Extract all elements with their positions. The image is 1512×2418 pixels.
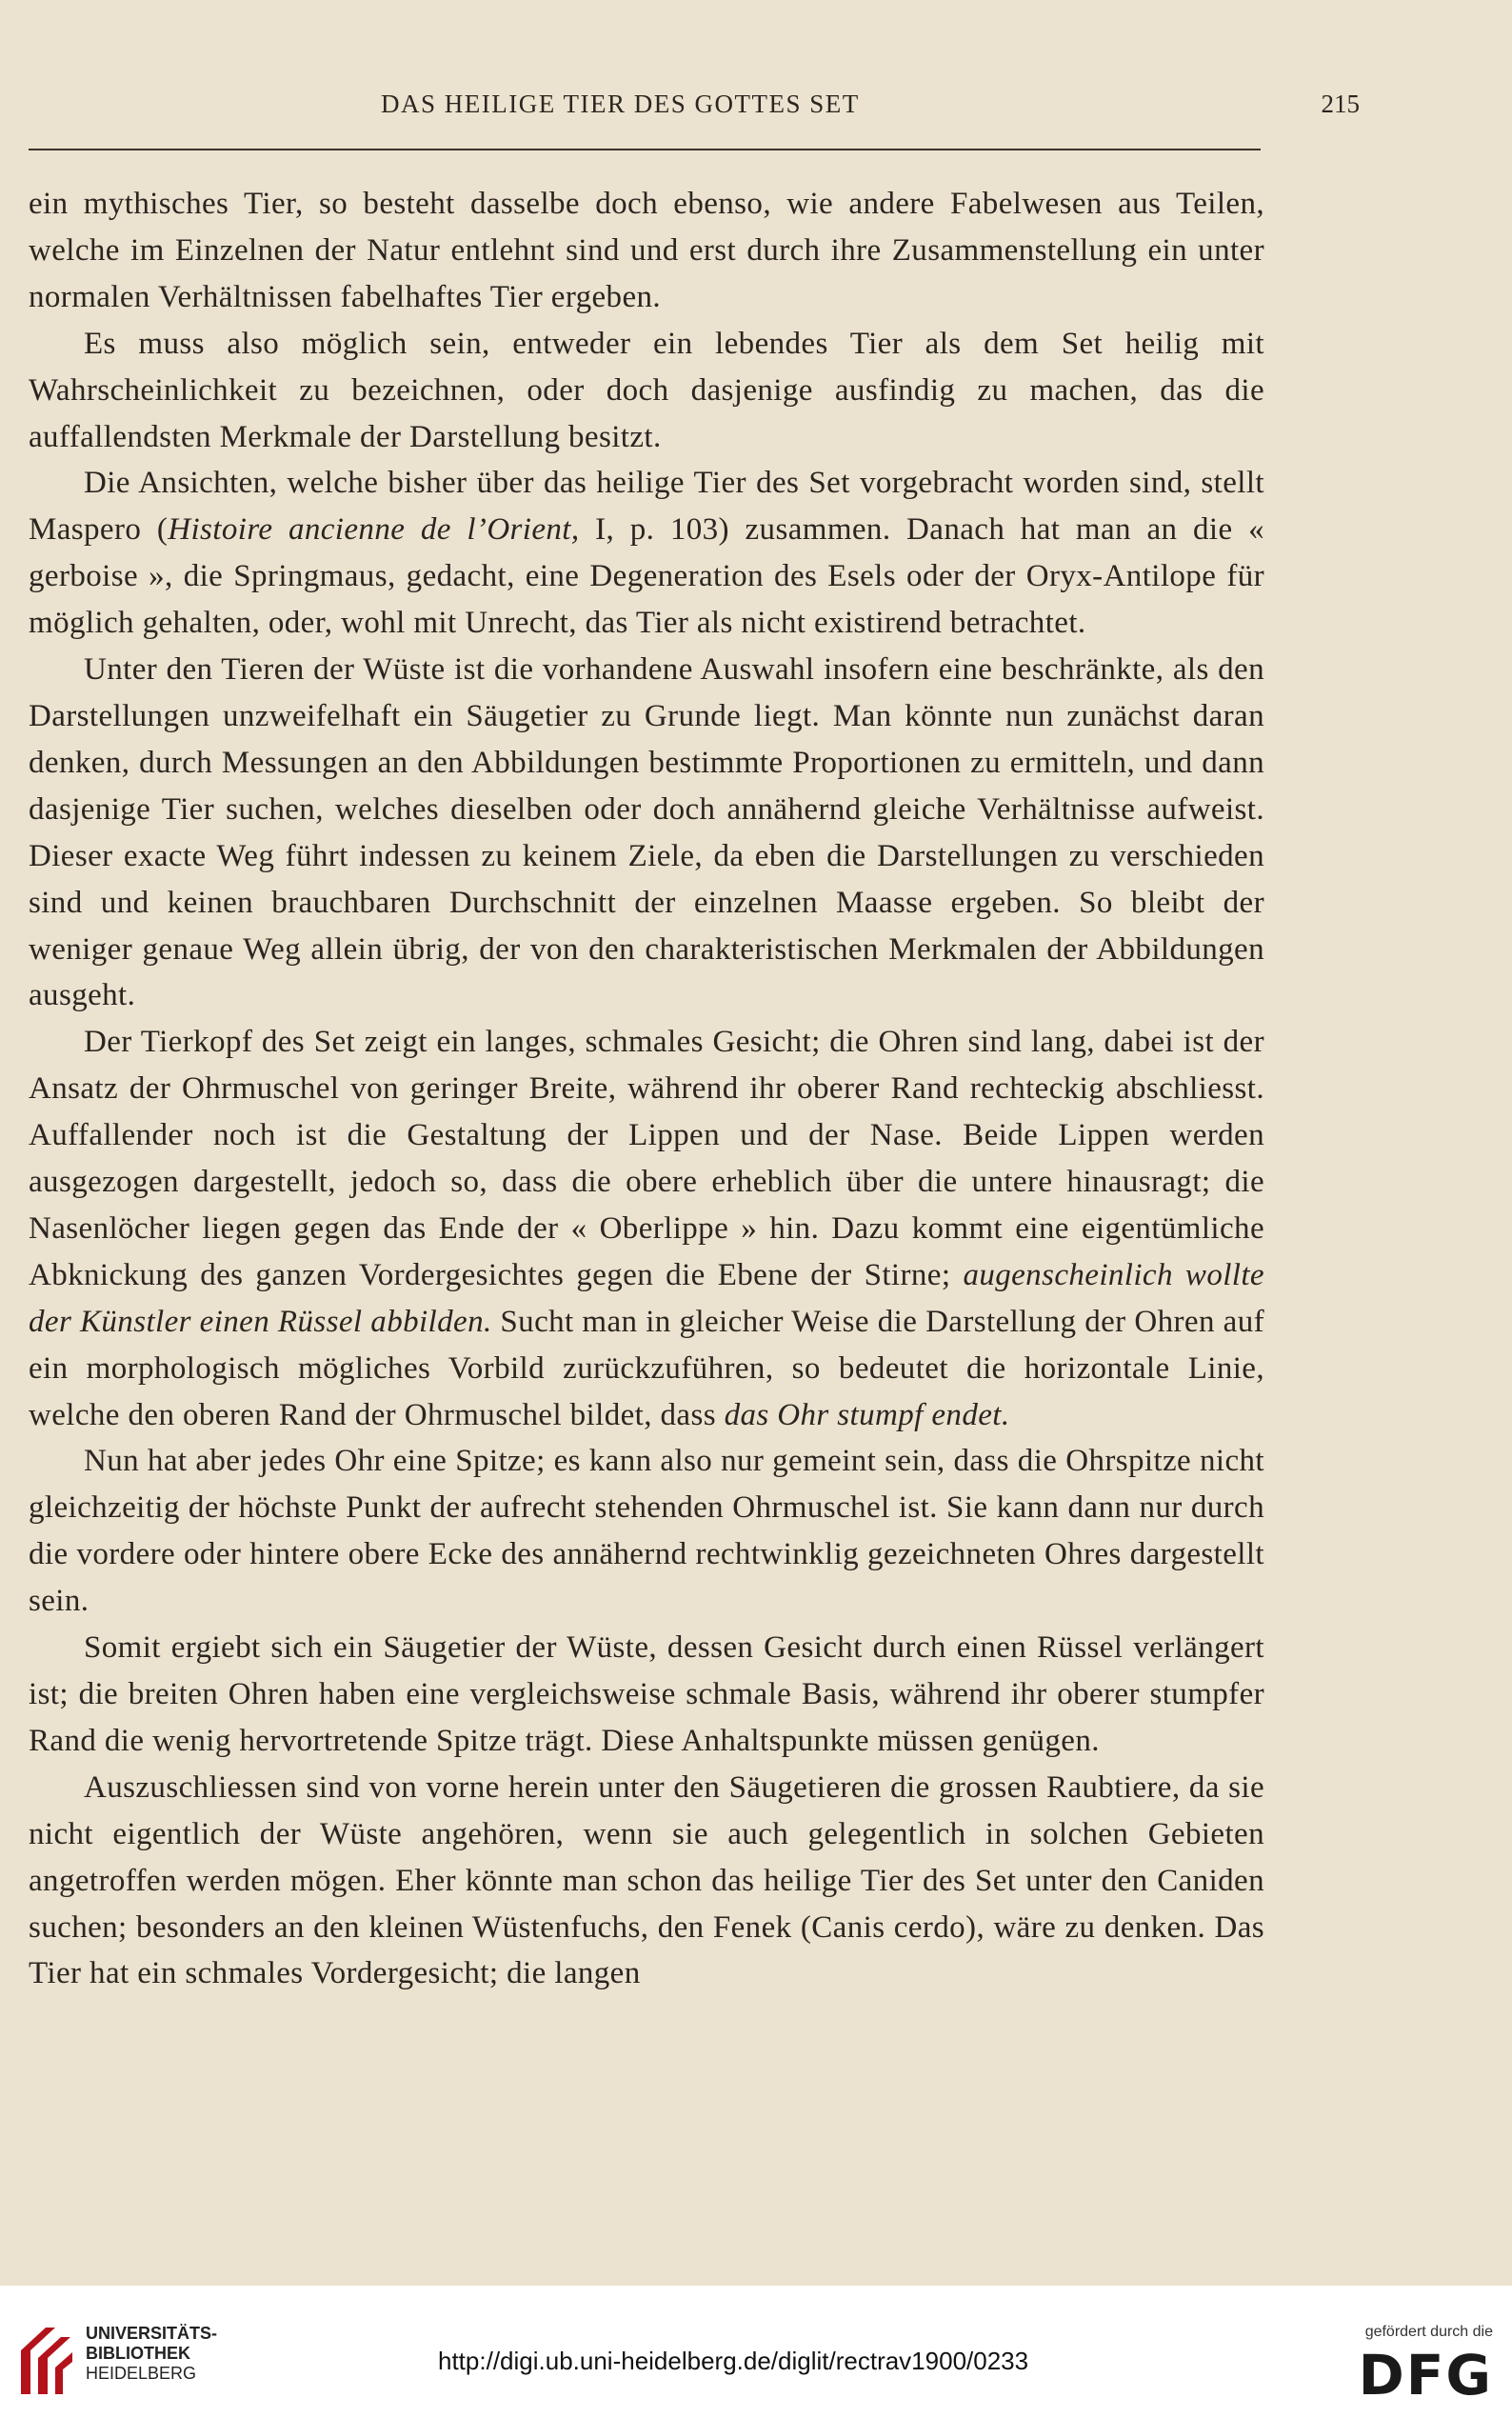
paragraph-4: Unter den Tieren der Wüste ist die vorhandene Auswahl insofern eine beschränkte, als den Darstellungen unzweifelhaft ein Säugetier zu Grunde liegt. Man könnte nun zunächst daran denken, durch Messungen an den Abbildungen bestimmte Proportionen zu ermitteln, und dann dasjenige Tier suchen, welches dieselben oder doch annähernd gleiche Verhältnisse aufweist. Dieser exacte Weg führt indessen zu keinem Ziele, da eben die Darstellungen zu verschieden sind und keinen brauchbaren Durchschnitt der einzelnen Maasse ergeben. So bleibt der weniger genaue Weg allein übrig, der von den charakteristischen Merkmalen der Abbildungen ausgeht. [29, 652, 1264, 1013]
body-text [29, 181, 1264, 1997]
university-library-logo-icon [17, 2322, 76, 2398]
library-name-line2: BIBLIOTHEK [86, 2344, 190, 2363]
paragraph-5 [29, 1019, 1264, 1438]
library-name [86, 2324, 217, 2384]
paragraph-8: Auszuschliessen sind von vorne herein unter den Säugetieren die grossen Raubtiere, da sie nicht eigentlich der Wüste angehören, wenn sie auch gelegentlich in solchen Gebieten angetroffen werden mögen. Eher könnte man schon das heilige Tier des Set unter den Caniden suchen; besonders an den kleinen Wüstenfuchs, den Fenek (Canis cerdo), wäre zu denken. Das Tier hat ein schmales Vordergesicht; die langen [29, 1769, 1264, 1991]
running-title: DAS HEILIGE TIER DES GOTTES SET [381, 90, 860, 118]
p3-text-c: I, p. 103) zusammen. Danach hat man an die « gerboise », die Springmaus, gedacht, eine Degeneration des Esels oder der Oryx-Antilope für möglich gehalten, oder, wohl mit Unrecht, das Tier als nicht existirend betrachtet. [29, 512, 1264, 641]
p5-italic-ohr: das Ohr stumpf endet. [724, 1397, 1010, 1432]
library-name-line3: HEIDELBERG [86, 2364, 197, 2383]
library-name-line1: UNIVERSITÄTS- [86, 2324, 218, 2343]
p5-text-a: Der Tierkopf des Set zeigt ein langes, schmales Gesicht; die Ohren sind lang, dabei ist der Ansatz der Ohrmuschel von geringer Breite, während ihr oberer Rand rechteckig abschliesst. Auffallender noch ist die Gestaltung der Lippen und der Nase. Beide Lippen werden ausgezogen dargestellt, jedoch so, dass die obere erheblich über die untere hinausragt; die Nasenlöcher liegen gegen das Ende der « Oberlippe » hin. Dazu kommt eine eigentümliche Abknickung des ganzen Vordergesichtes gegen die Ebene der Stirne; [29, 1025, 1264, 1292]
p5-text-c: Sucht man in gleicher Weise die Darstellung der Ohren auf ein morphologisch mögliches Vorbild zurückzuführen, so bedeutet die horizontale Linie, welche den oberen Rand der Ohrmuschel bildet, dass [29, 1304, 1264, 1432]
paragraph-6: Nun hat aber jedes Ohr eine Spitze; es kann also nur gemeint sein, dass die Ohrspitze nicht gleichzeitig der höchste Punkt der aufrecht stehenden Ohrmuschel ist. Sie kann dann nur durch die vordere oder hintere obere Ecke des annähernd rechtwinklig gezeichneten Ohres dargestellt sein. [29, 1444, 1264, 1619]
funding-caption: gefördert durch die [1364, 2324, 1493, 2340]
digitization-footer [0, 2286, 1512, 2418]
permalink-url[interactable]: http://digi.ub.uni-heidelberg.de/diglit/rectrav1900/0233 [438, 2347, 1029, 2375]
paragraph-1: ein mythisches Tier, so besteht dasselbe doch ebenso, wie andere Fabelwesen aus Teilen, welche im Einzelnen der Natur entlehnt sind und erst durch ihre Zusammenstellung ein unter normalen Verhältnissen fabelhaftes Tier ergeben. [29, 187, 1264, 314]
paragraph-3 [29, 460, 1264, 647]
paragraph-2: Es muss also möglich sein, entweder ein lebendes Tier als dem Set heilig mit Wahrscheinlichkeit zu bezeichnen, oder doch dasjenige ausfindig zu machen, das die auffallendsten Merkmale der Darstellung besitzt. [29, 326, 1264, 454]
running-head [152, 90, 1360, 128]
header-rule [29, 149, 1261, 150]
p3-book-title: Histoire ancienne de l’Orient, [168, 512, 580, 548]
paragraph-7: Somit ergiebt sich ein Säugetier der Wüste, dessen Gesicht durch einen Rüssel verlängert ist; die breiten Ohren haben eine vergleichsweise schmale Basis, während ihr oberer stumpfer Rand die wenig hervortretende Spitze trägt. Diese Anhaltspunkte müssen genügen. [29, 1630, 1264, 1758]
dfg-funding-block [1341, 2324, 1493, 2409]
p5-italic-rüssel: augenscheinlich wollte der Künstler einen Rüssel abbilden. [29, 1257, 1264, 1339]
page-number: 215 [1321, 90, 1360, 118]
dfg-logo: DFG [1358, 2343, 1493, 2408]
p3-text-a: Die Ansichten, welche bisher über das heilige Tier des Set vorgebracht worden sind, stellt Maspero ( [29, 466, 1264, 548]
